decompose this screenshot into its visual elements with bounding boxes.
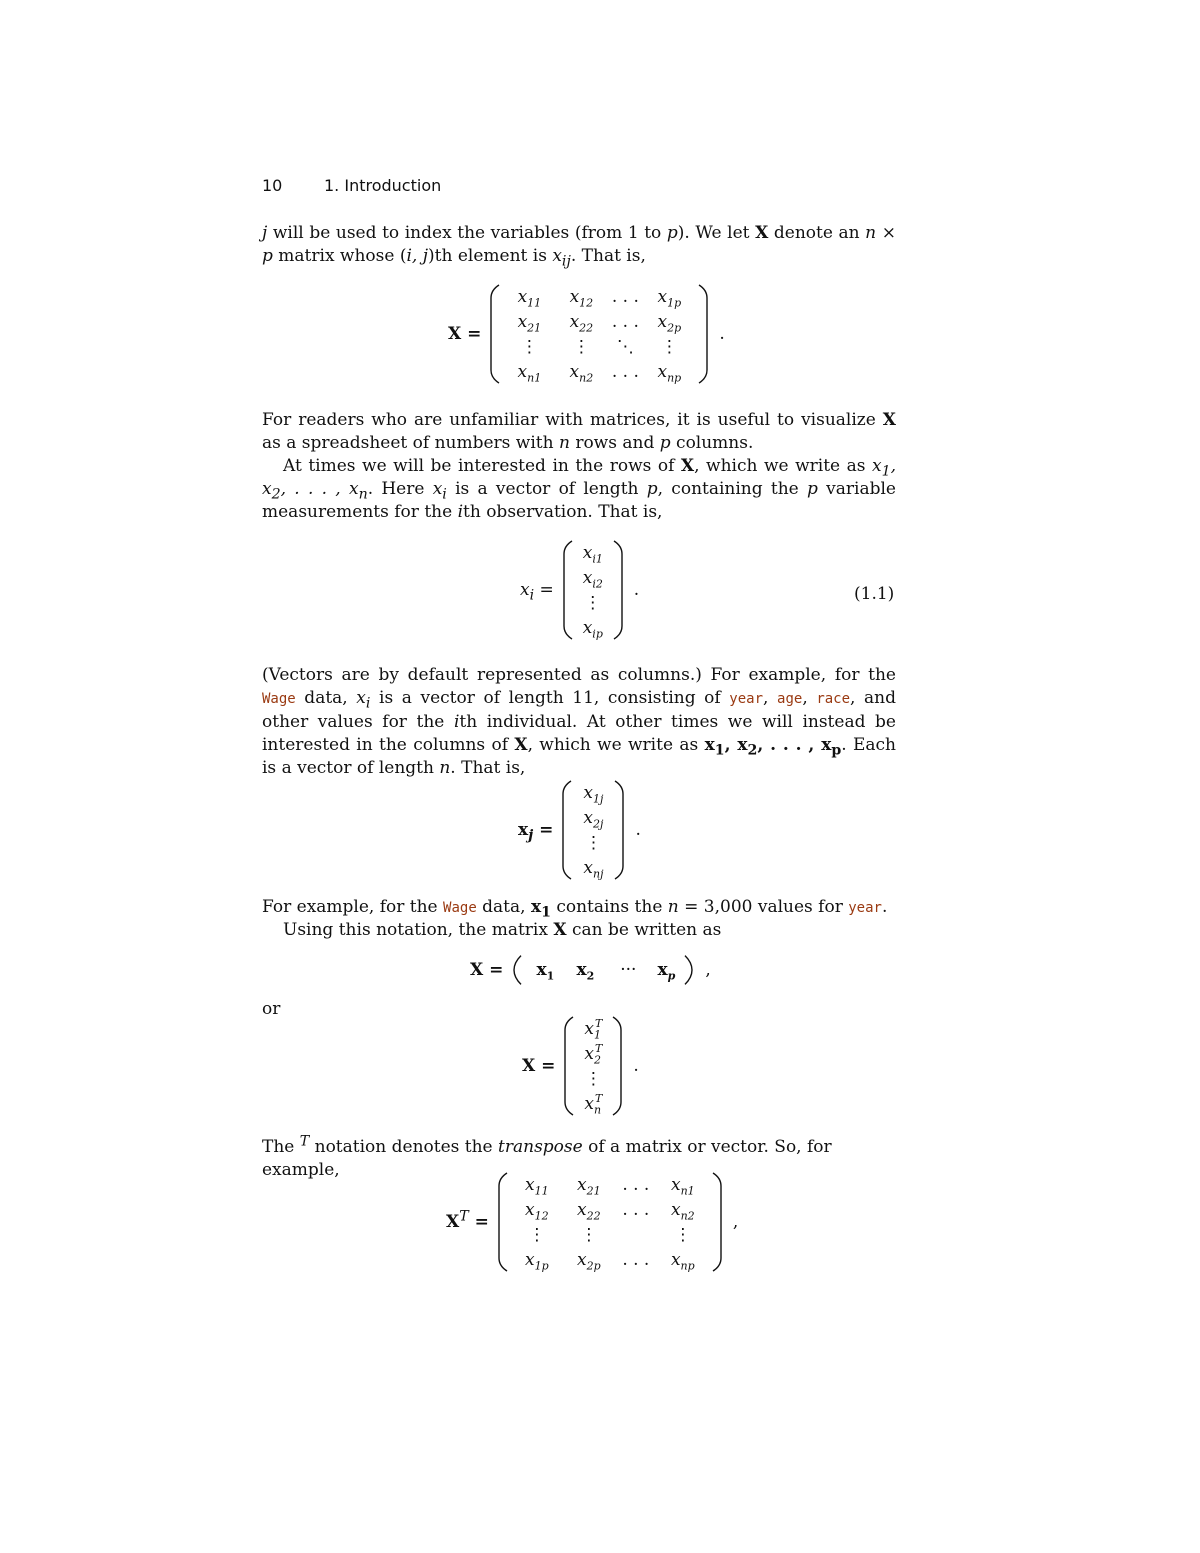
text: , containing the <box>657 479 808 499</box>
math-n: n <box>439 758 451 778</box>
paragraph-spreadsheet <box>262 409 896 455</box>
equation-lhs: X = <box>448 324 482 344</box>
math-p: p <box>262 246 273 266</box>
emphasis-transpose: transpose <box>498 1137 583 1157</box>
text: , <box>763 688 778 708</box>
equation-lhs: X = <box>522 1056 556 1076</box>
text: = 3,000 values for <box>678 897 849 917</box>
equation-lhs: X = <box>470 960 504 980</box>
equation-X-columns: X = $x_1$ $x_2$ ··· $x_p$ , <box>470 955 711 985</box>
text: For readers who are unfamiliar with matrices, it is useful to visualize <box>262 410 883 430</box>
text: . Here <box>367 479 433 499</box>
math-n: n <box>667 897 679 917</box>
text: The <box>262 1137 300 1157</box>
equation-punctuation: . <box>635 820 641 840</box>
math-subscript: ij <box>561 253 571 270</box>
text: For example, for the <box>262 897 444 917</box>
page-number: 10 <box>262 176 283 195</box>
paragraph-index-definition <box>262 222 896 268</box>
equation-punctuation: , <box>732 1212 739 1232</box>
math-i: i <box>453 712 460 732</box>
running-header <box>262 176 441 195</box>
math-n: n <box>865 223 877 243</box>
text: rows and <box>569 433 660 453</box>
text: , which we write as <box>694 456 872 476</box>
equation-number: (1.1) <box>854 584 895 604</box>
code-year: year <box>729 691 764 707</box>
text: data, <box>295 688 357 708</box>
math-X: X <box>514 735 528 755</box>
text: , <box>802 688 817 708</box>
math-p: p <box>659 433 671 453</box>
bracketed-matrix <box>489 284 709 384</box>
text: matrix whose ( <box>272 246 407 266</box>
math-i: i <box>457 502 464 522</box>
text: . <box>881 897 888 917</box>
text: notation denotes the <box>309 1137 499 1157</box>
text: ). We let <box>677 223 756 243</box>
math-ij: i, j <box>406 246 429 266</box>
math-p: p <box>666 223 678 243</box>
math-T: T <box>299 1133 310 1150</box>
code-year: year <box>848 900 882 916</box>
math-times: × <box>876 223 896 243</box>
equation-X-rows: X = $x_1^T$ $x_2^T$ ⋮ $x_n^T$ . <box>522 1016 639 1116</box>
equation-xi-vector: $x_i$ = $x_{i1}$ $x_{i2}$ ⋮ $x_{ip}$ . <box>520 542 640 640</box>
math-x: x <box>552 246 562 266</box>
paragraph-wage-example: (Vectors are by default represented as columns.) For example, for the Wage data, $x_i$ is a vector of length 11, consisting of year, age, race, and other values for the ith individual. At other times we will instead be interested in the columns of X, which we write as $x_1$, $x_2$, . . . , $x_p$. Each is a vector of length n. That is, <box>262 665 897 778</box>
math-n: n <box>558 433 570 453</box>
equation-punctuation: , <box>705 960 711 980</box>
equation-punctuation: . <box>633 1056 639 1076</box>
text: (Vectors are by default represented as columns.) For example, for the <box>262 665 896 685</box>
math-p: p <box>807 479 818 499</box>
text: is a vector of length <box>446 479 647 499</box>
math-j: j <box>262 223 268 243</box>
math-X: X <box>553 920 567 940</box>
equation-matrix-X <box>448 284 725 384</box>
equation-lhs: X <box>446 1212 460 1232</box>
matrix-cells: $x_{11}$ $x_{12}$ . . . $x_{1p}$ $x_{21}$ $x_{22}$ . . . $x_{2p}$ ⋮ ⋮ ⋱ ⋮ $x_{n1}$ $x_{n2}$ . . . $x_{np}$ <box>517 286 682 384</box>
code-wage: Wage <box>262 691 296 707</box>
text: th individual. At other times we will instead be interested in the columns of <box>262 712 896 755</box>
code-age: age <box>777 691 803 707</box>
text: . That is, <box>570 246 646 266</box>
text: variable measurements for the <box>262 479 896 522</box>
equals: = <box>468 1212 489 1232</box>
equation-punctuation: . <box>719 324 725 344</box>
text: as a spreadsheet of numbers with <box>262 433 559 453</box>
math-p: p <box>646 479 658 499</box>
text: . That is, <box>450 758 526 778</box>
text: is a vector of length 11, consisting of <box>370 688 730 708</box>
math-X: X <box>755 223 769 243</box>
text: th observation. That is, <box>463 502 663 522</box>
text: data, <box>476 897 531 917</box>
equation-punctuation: . <box>633 580 640 600</box>
text: . Each is a vector of length <box>262 735 897 778</box>
text: )th element is <box>428 246 553 266</box>
text: contains the <box>550 897 668 917</box>
chapter-title: 1. Introduction <box>324 176 442 195</box>
text: , which we write as <box>527 735 705 755</box>
text: will be used to index the variables (from 1 to <box>267 223 667 243</box>
math-T: T <box>459 1208 469 1225</box>
text: columns. <box>670 433 754 453</box>
code-wage: Wage <box>443 900 477 916</box>
text: can be written as <box>566 920 722 940</box>
code-race: race <box>816 691 851 707</box>
text: denote an <box>768 223 866 243</box>
text: of a matrix or vector. So, for example, <box>262 1137 832 1180</box>
equation-xj-vector: $x_j$ = $x_{1j}$ $x_{2j}$ ⋮ $x_{nj}$ . <box>518 782 641 880</box>
paragraph-year-example: For example, for the Wage data, $x_1$ contains the n = 3,000 values for year. <box>262 897 888 921</box>
math-X: X <box>680 456 695 476</box>
text: At times we will be interested in the rows of <box>283 456 681 476</box>
equation-matrix-XT: $X^T$ = $x_{11}$ $x_{21}$ . . . $x_{n1}$ $x_{12}$ $x_{22}$ . . . $x_{n2}$ ⋮ ⋮ ⋮ $x_{1p}$ $x_{2p}$ . . . $x_{np}$ , <box>446 1174 739 1272</box>
text: , and other values for the <box>262 688 896 732</box>
math-X: X <box>882 410 896 430</box>
paragraph-rows: At times we will be interested in the rows of X, which we write as $x_1$, $x_2$, . . . , $x_n$. Here $x_i$ is a vector of length p, containing the p variable measurements for the ith observation. That is, <box>262 456 896 522</box>
or-text: or <box>262 999 281 1019</box>
paragraph-notation <box>262 919 896 942</box>
text: Using this notation, the matrix <box>283 920 554 940</box>
